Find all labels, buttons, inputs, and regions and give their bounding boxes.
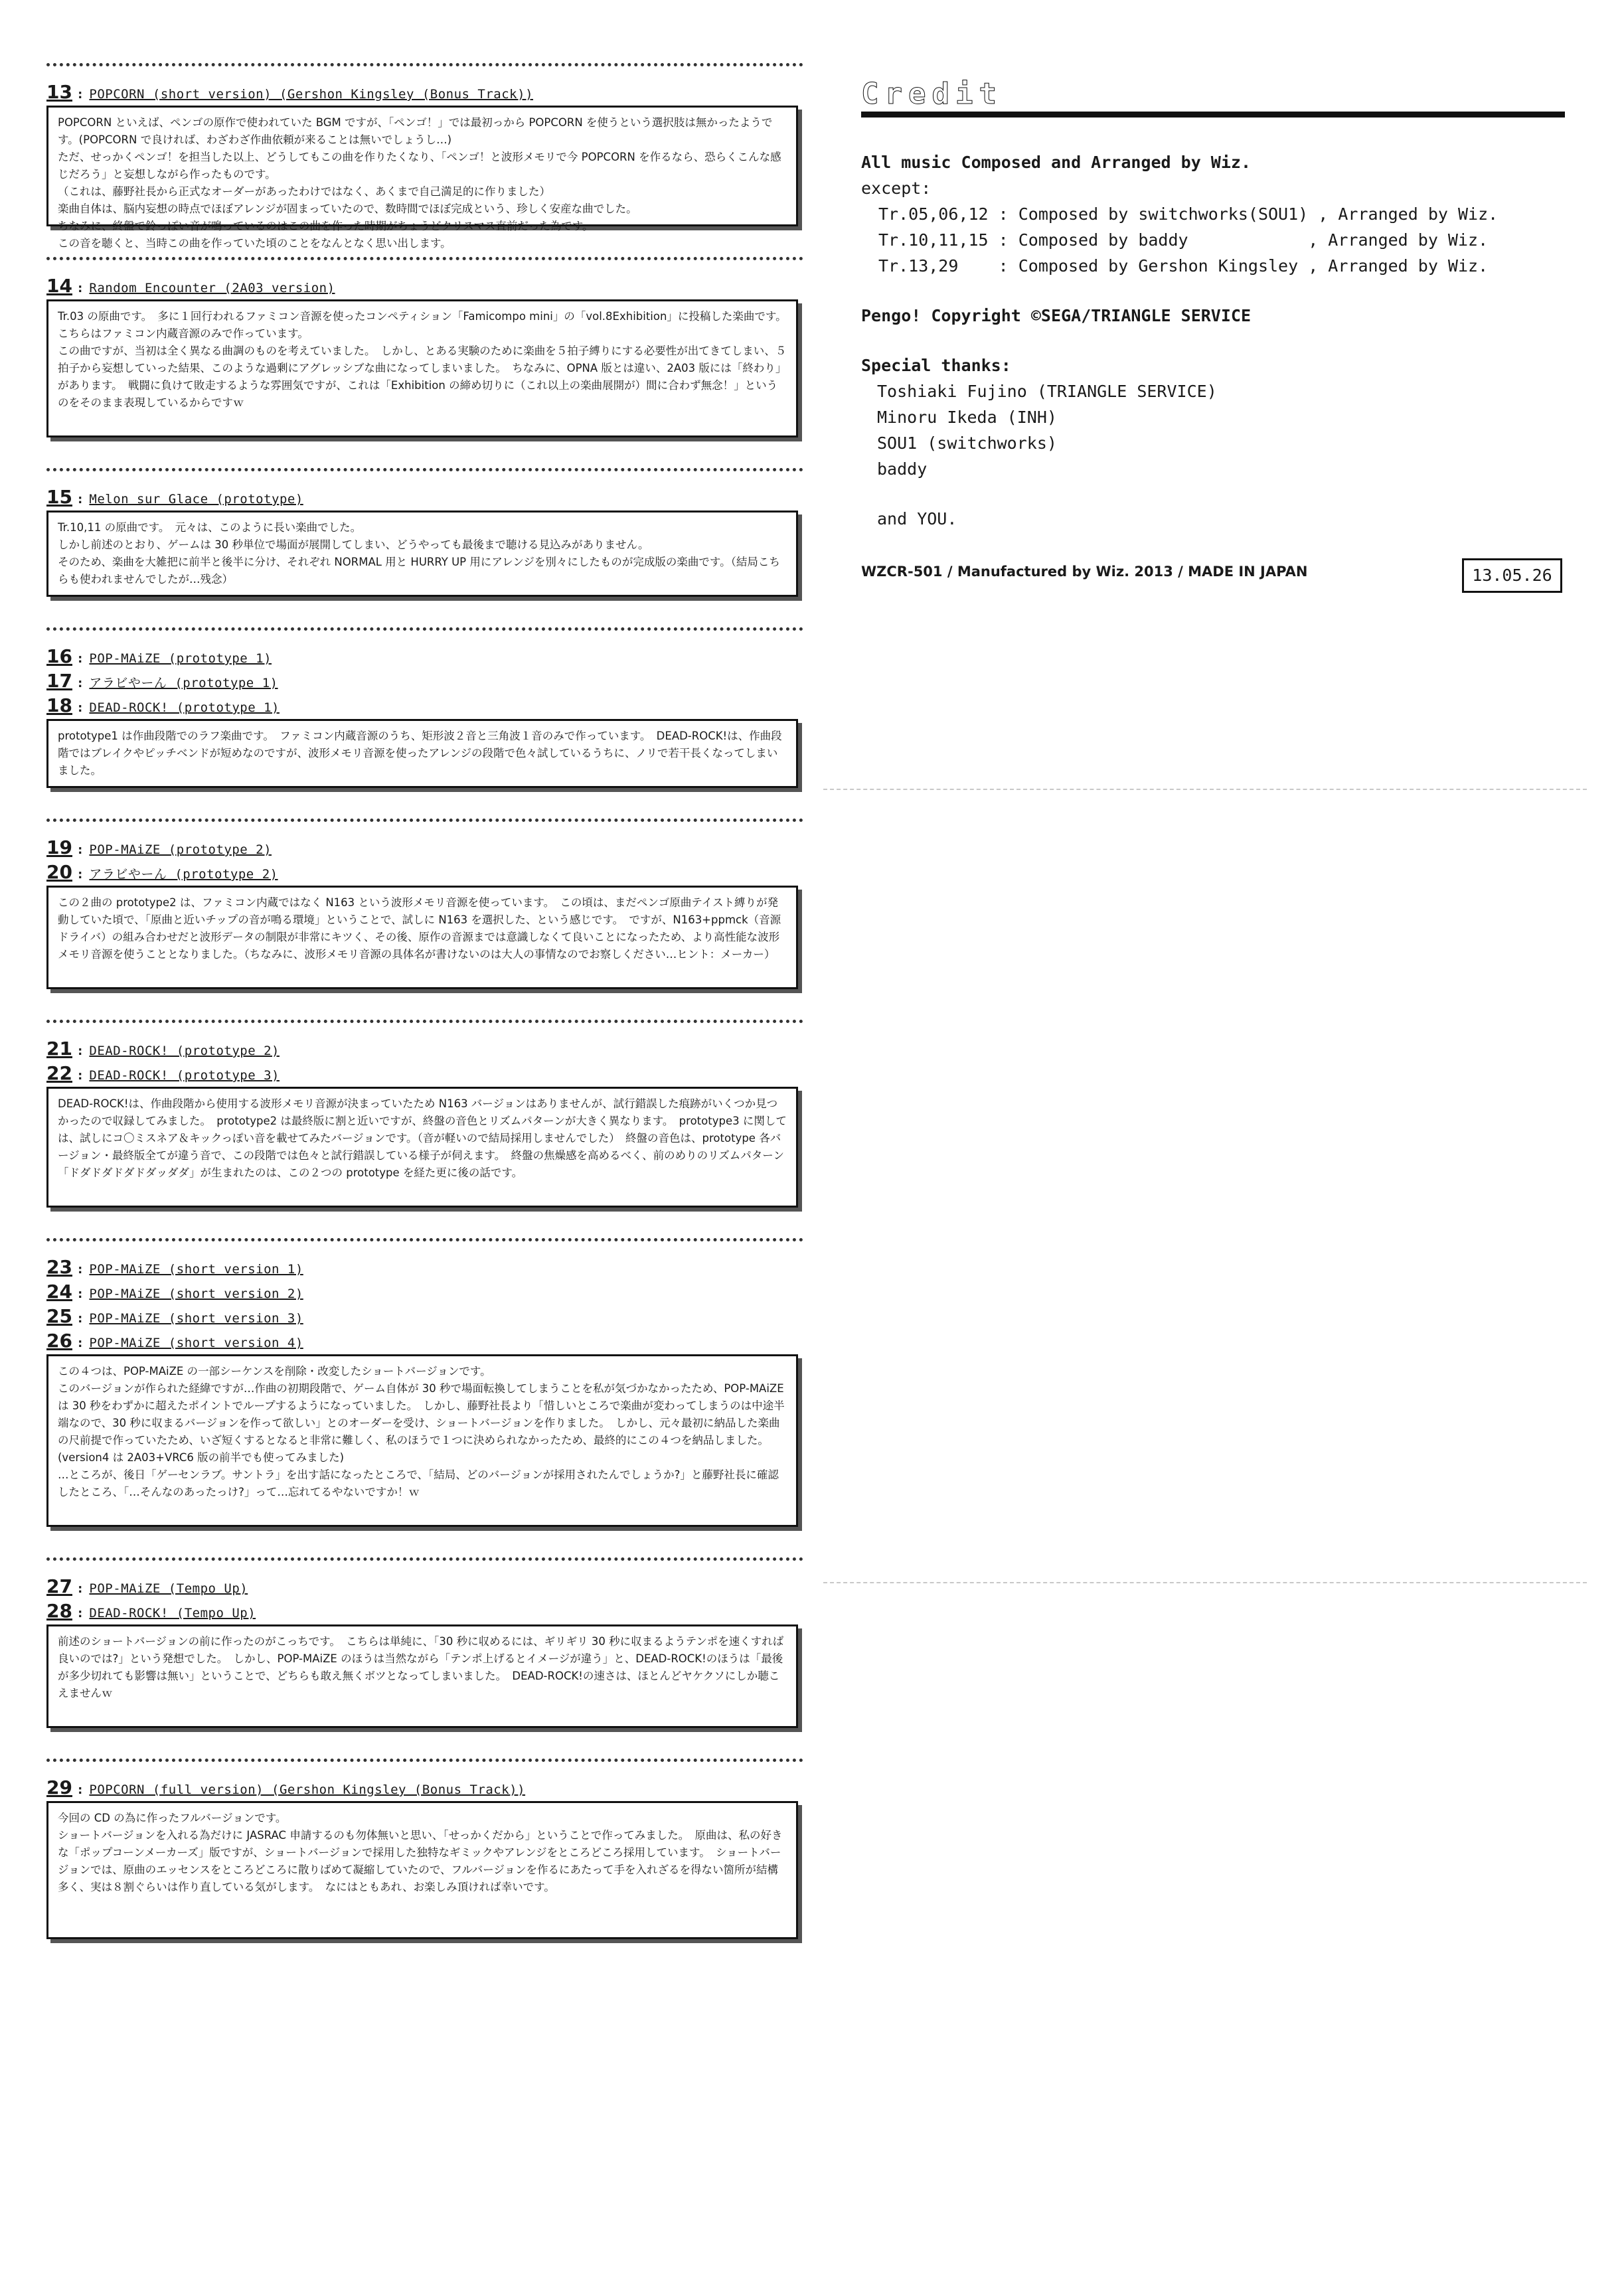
track-heading: 19 : POP-MAiZE (prototype 2) — [46, 836, 272, 858]
track-title: POP-MAiZE (short version 4) — [89, 1336, 303, 1350]
except-item: Tr.13,29 : Composed by Gershon Kingsley , Arranged by Wiz. — [878, 256, 1489, 276]
track-title: DEAD-ROCK! (prototype 3) — [89, 1068, 280, 1083]
dotted-divider — [46, 63, 803, 66]
except-label: except: — [861, 179, 932, 198]
track-number: 26 — [46, 1330, 72, 1352]
track-number: 22 — [46, 1062, 72, 1084]
manufacture-row — [861, 558, 1565, 594]
dotted-divider — [46, 1238, 803, 1241]
thanks-item: Minoru Ikeda (INH) — [877, 408, 1057, 427]
track-section — [46, 257, 803, 437]
track-section — [46, 1238, 803, 1527]
dotted-divider — [46, 1020, 803, 1023]
track-title: Melon sur Glace (prototype) — [89, 492, 303, 507]
track-number: 24 — [46, 1281, 72, 1303]
track-title: POP-MAiZE (prototype 1) — [89, 651, 272, 666]
track-number: 29 — [46, 1777, 72, 1798]
track-section — [46, 1020, 803, 1208]
track-number: 21 — [46, 1038, 72, 1060]
track-heading: 23 : POP-MAiZE (short version 1) — [46, 1256, 303, 1278]
dotted-divider — [46, 819, 803, 822]
thanks-item: SOU1 (switchworks) — [877, 434, 1057, 453]
track-heading: 25 : POP-MAiZE (short version 3) — [46, 1305, 303, 1327]
track-section — [46, 1759, 803, 1939]
track-heading: 15 : Melon sur Glace (prototype) — [46, 486, 303, 508]
track-section — [46, 627, 803, 788]
track-title: POP-MAiZE (short version 3) — [89, 1311, 303, 1326]
track-heading: 13 : POPCORN (short version) (Gershon Kingsley (Bonus Track)) — [46, 81, 534, 103]
track-heading: 27 : POP-MAiZE (Tempo Up) — [46, 1575, 248, 1597]
track-number: 15 — [46, 486, 72, 508]
track-number: 19 — [46, 836, 72, 858]
track-heading: 14 : Random Encounter (2A03 version) — [46, 275, 335, 297]
thanks-item: Toshiaki Fujino (TRIANGLE SERVICE) — [877, 382, 1217, 401]
track-heading: 17 : アラビやーん (prototype 1) — [46, 670, 278, 692]
track-number: 17 — [46, 670, 72, 692]
track-heading: 28 : DEAD-ROCK! (Tempo Up) — [46, 1600, 256, 1622]
track-number: 28 — [46, 1600, 72, 1622]
dotted-divider — [46, 627, 803, 631]
track-note: DEAD-ROCK!は、作曲段階から使用する波形メモリ音源が決まっていたため N163 バージョンはありませんが、試行錯誤した痕跡がいくつか見つかったので収録してみました。 prototype2 は最終版に割と近いですが、終盤の音色とリズムパターンが大きく異なります。 prototype3 に関しては、試しにコ〇ミスネア＆キックっぽい音を載せてみたバージョンです。（音が軽いので結局採用しませんでした） 終盤の音色は、prototype 各バージョン・最終版全てが違う音で、この段階では色々と試行錯誤している様子が伺えます。 終盤の焦燥感を高めるべく、前のめりのリズムパターン「ドダドダドダドダッダダ」が生まれたのは、この２つの prototype を経た更に後の話です。 — [46, 1087, 798, 1208]
thanks-label: Special thanks: — [861, 356, 1011, 375]
scan-artifact-line — [823, 789, 1587, 791]
credit-rule — [861, 112, 1565, 118]
dotted-divider — [46, 257, 803, 260]
track-note: この２曲の prototype2 は、ファミコン内蔵ではなく N163 という波形メモリ音源を使っています。 この頃は、まだペンゴ原曲テイスト縛りが発動していた頃で、「原曲と近いチップの音が鳴る環境」ということで、試しに N163 を選択した、という感じです。 ですが、N163+ppmck（音源ドライバ）の組み合わせだと波形データの制限が非常にキツく、その後、原作の音源までは意識しなくて良いことになったため、より高性能な波形メモリ音源を使うこととなりました。（ちなみに、波形メモリ音源の具体名が書けないのは大人の事情なのでお察しください…ヒント：メーカー） — [46, 886, 798, 989]
track-heading: 21 : DEAD-ROCK! (prototype 2) — [46, 1038, 280, 1060]
copyright-line: Pengo! Copyright ©SEGA/TRIANGLE SERVICE — [861, 306, 1251, 325]
track-number: 25 — [46, 1305, 72, 1327]
dotted-divider — [46, 1759, 803, 1762]
track-section — [46, 1557, 803, 1728]
scan-artifact-line — [823, 1582, 1587, 1584]
track-title: DEAD-ROCK! (prototype 2) — [89, 1044, 280, 1058]
except-item: Tr.10,11,15 : Composed by baddy , Arranged by Wiz. — [878, 230, 1489, 250]
track-title: アラビやーん (prototype 2) — [89, 867, 278, 882]
track-number: 13 — [46, 81, 72, 103]
track-note: prototype1 は作曲段階でのラフ楽曲です。 ファミコン内蔵音源のうち、矩形波２音と三角波１音のみで作っています。 DEAD-ROCK!は、作曲段階ではブレイクやピッチベンドが短めなのですが、波形メモリ音源を使ったアレンジの段階で色々試しているうちに、ノリで若干長くなってしまいました。 — [46, 719, 798, 788]
track-note: POPCORN といえば、ペンゴの原作で使われていた BGM ですが、「ペンゴ！」では最初っから POPCORN を使うという選択肢は無かったようです。(POPCORN で良ければ、わざわざ作曲依頼が来ることは無いでしょうし…) ただ、せっかくペンゴ！を担当した以上、どうしてもこの曲を作りたくなり、「ペンゴ！と波形メモリで今 POPCORN を作るなら、恐らくこんな感じだろう」と妄想しながら作ったものです。 （これは、藤野社長から正式なオーダーがあったわけではなく、あくまで自己満足的に作りました） 楽曲自体は、脳内妄想の時点でほぼアレンジが固まっていたので、数時間でほぼ完成という、珍しく安産な曲でした。 ちなみに、終盤で鈴っぽい音が鳴っているのはこの曲を作った時期がちょうどクリスマス直前だった為です。 この音を聴くと、当時この曲を作っていた頃のことをなんとなく思い出します。 — [46, 106, 798, 226]
track-title: POPCORN (short version) (Gershon Kingsley (Bonus Track)) — [89, 87, 534, 102]
liner-notes-column — [46, 63, 803, 1970]
track-title: POP-MAiZE (prototype 2) — [89, 842, 272, 857]
track-title: POP-MAiZE (short version 2) — [89, 1287, 303, 1301]
track-heading: 20 : アラビやーん (prototype 2) — [46, 861, 278, 883]
track-title: POP-MAiZE (Tempo Up) — [89, 1581, 248, 1596]
manufacture-line: WZCR-501 / Manufactured by Wiz. 2013 / MADE IN JAPAN — [861, 564, 1308, 580]
track-heading: 29 : POPCORN (full version) (Gershon Kingsley (Bonus Track)) — [46, 1777, 526, 1798]
track-number: 27 — [46, 1575, 72, 1597]
track-note: Tr.10,11 の原曲です。 元々は、このように長い楽曲でした。 しかし前述のとおり、ゲームは 30 秒単位で場面が展開してしまい、どうやっても最後まで聴ける見込みがありません。 そのため、楽曲を大雑把に前半と後半に分け、それぞれ NORMAL 用と HURRY UP 用にアレンジを別々にしたものが完成版の楽曲です。（結局こちらも使われませんでしたが…残念） — [46, 511, 798, 597]
dotted-divider — [46, 468, 803, 471]
date-box: 13.05.26 — [1462, 558, 1562, 593]
track-note: この４つは、POP-MAiZE の一部シーケンスを削除・改変したショートバージョンです。 このバージョンが作られた経緯ですが…作曲の初期段階で、ゲーム自体が 30 秒で場面転換してしまうことを私が気づかなかったため、POP-MAiZE は 30 秒をわずかに超えたポイントでループするようになっていました。 しかし、藤野社長より「惜しいところで楽曲が変わってしまうのは中途半端なので、30 秒に収まるバージョンを作って欲しい」とのオーダーを受け、ショートバージョンを作りました。 しかし、元々最初に納品した楽曲の尺前提で作っていたため、いざ短くするとなると非常に難しく、私のほうで１つに決められなかったため、最終的にこの４つを納品しました。(version4 は 2A03+VRC6 版の前半でも使ってみました) …ところが、後日「ゲーセンラブ。サントラ」を出す話になったところで、「結局、どのバージョンが採用されたんでしょうか?」と藤野社長に確認したところ、「…そんなのあったっけ?」って…忘れてるやないですか！ｗ — [46, 1354, 798, 1527]
track-section — [46, 468, 803, 597]
track-heading: 26 : POP-MAiZE (short version 4) — [46, 1330, 303, 1352]
track-title: DEAD-ROCK! (prototype 1) — [89, 700, 280, 715]
track-number: 14 — [46, 275, 72, 297]
track-title: POPCORN (full version) (Gershon Kingsley (Bonus Track)) — [89, 1782, 526, 1797]
and-you-line: and YOU. — [877, 509, 957, 528]
track-note: Tr.03 の原曲です。 多に１回行われるファミコン音源を使ったコンペティション「Famicompo mini」の「vol.8Exhibition」に投稿した楽曲です。 こちらはファミコン内蔵音源のみで作っています。 この曲ですが、当初は全く異なる曲調のものを考えていました。 しかし、とある実験のために楽曲を５拍子縛りにする必要性が出てきてしまい、５拍子から妄想していった結果、このような過剰にアグレッシブな曲になってしまいました。 ちなみに、OPNA 版とは違い、2A03 版には「終わり」があります。 戦闘に負けて敗走するような雰囲気ですが、これは「Exhibition の締め切りに（これ以上の楽曲展開が）間に合わず無念！」というのをそのまま表現しているからですｗ — [46, 299, 798, 437]
track-number: 23 — [46, 1256, 72, 1278]
except-item: Tr.05,06,12 : Composed by switchworks(SOU1) , Arranged by Wiz. — [878, 204, 1499, 224]
track-title: Random Encounter (2A03 version) — [89, 281, 335, 295]
track-heading: 18 : DEAD-ROCK! (prototype 1) — [46, 694, 280, 716]
credit-title: Credit — [861, 77, 1003, 111]
track-section — [46, 819, 803, 989]
track-title: アラビやーん (prototype 1) — [89, 676, 278, 690]
track-note: 今回の CD の為に作ったフルバージョンです。 ショートバージョンを入れる為だけに JASRAC 申請するのも勿体無いと思い、「せっかくだから」ということで作ってみました。 原曲は、私の好きな「ポップコーンメーカーズ」版ですが、ショートバージョンで採用した独特なギミックやアレンジをところどころ採用しています。 ショートバージョンでは、原曲のエッセンスをところどころに散りばめて凝縮していたので、フルバージョンを作るにあたって手を入れざるを得ない箇所が結構多く、実は８割ぐらいは作り直している気がします。 なにはともあれ、お楽しみ頂ければ幸いです。 — [46, 1801, 798, 1939]
dotted-divider — [46, 1557, 803, 1561]
track-number: 18 — [46, 694, 72, 716]
track-number: 20 — [46, 861, 72, 883]
track-title: POP-MAiZE (short version 1) — [89, 1262, 303, 1277]
track-note: 前述のショートバージョンの前に作ったのがこっちです。 こちらは単純に、「30 秒に収めるには、ギリギリ 30 秒に収まるようテンポを速くすれば良いのでは?」という発想でした。 しかし、POP-MAiZE のほうは当然ながら「テンポ上げるとイメージが違う」と、DEAD-ROCK!のほうは「最後が多少切れても影響は無い」ということで、どちらも敢え無くボツとなってしまいました。 DEAD-ROCK!の速さは、ほとんどヤケクソにしか聴こえませんｗ — [46, 1624, 798, 1728]
track-heading: 24 : POP-MAiZE (short version 2) — [46, 1281, 303, 1303]
track-section — [46, 63, 803, 250]
thanks-item: baddy — [877, 459, 928, 479]
track-heading: 22 : DEAD-ROCK! (prototype 3) — [46, 1062, 280, 1084]
track-number: 16 — [46, 645, 72, 667]
composed-line: All music Composed and Arranged by Wiz. — [861, 153, 1251, 172]
track-title: DEAD-ROCK! (Tempo Up) — [89, 1606, 256, 1620]
track-heading: 16 : POP-MAiZE (prototype 1) — [46, 645, 272, 667]
credit-column — [861, 78, 1565, 594]
